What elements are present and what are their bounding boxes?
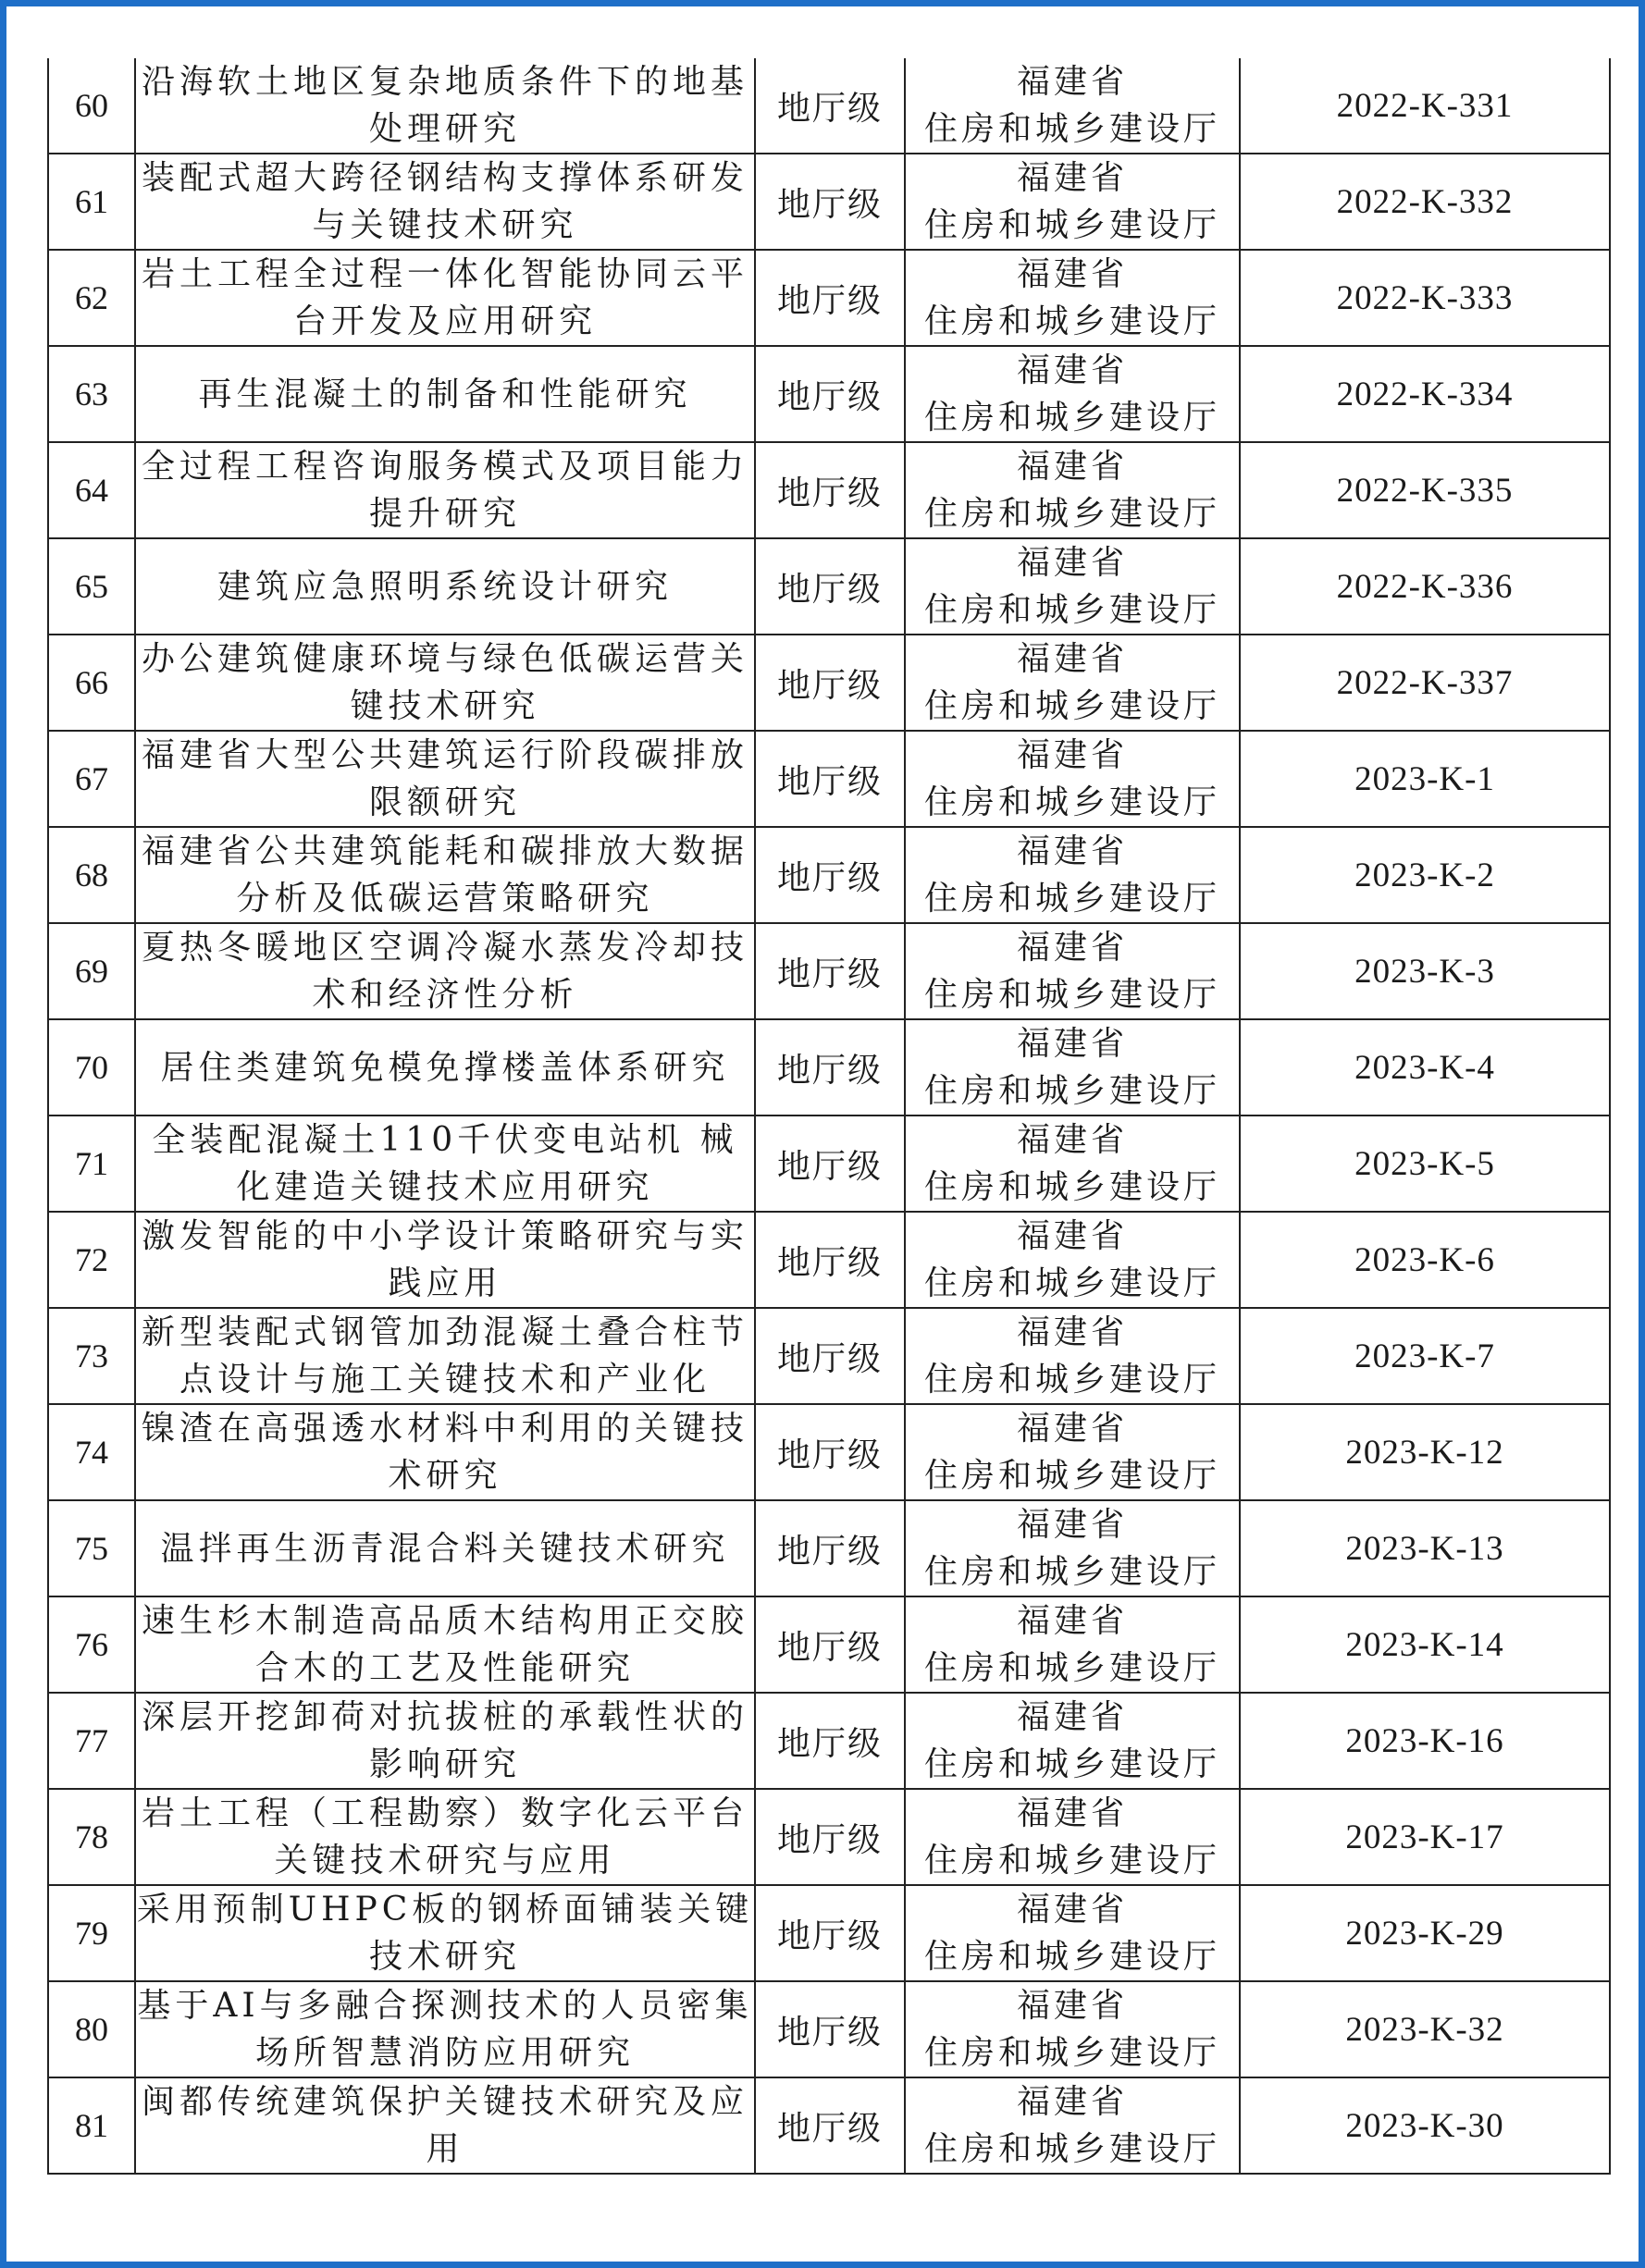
project-name bbox=[135, 538, 755, 635]
department-province: 福建省 bbox=[1016, 1410, 1128, 1448]
project-code: 2023-K-13 bbox=[1240, 1500, 1610, 1596]
row-number: 76 bbox=[48, 1596, 135, 1693]
project-name-text: 基于AI与多融合探测技术的人员密集场所智慧消防应用研究 bbox=[137, 1987, 753, 2072]
row-number: 77 bbox=[48, 1693, 135, 1789]
project-level: 地厅级 bbox=[755, 923, 905, 1019]
project-code: 2023-K-1 bbox=[1240, 731, 1610, 827]
issuing-department bbox=[905, 1308, 1240, 1404]
project-level: 地厅级 bbox=[755, 538, 905, 635]
issuing-department bbox=[905, 1212, 1240, 1308]
project-level: 地厅级 bbox=[755, 58, 905, 154]
department-name: 住房和城乡建设厅 bbox=[923, 1745, 1220, 1783]
department-name: 住房和城乡建设厅 bbox=[923, 1168, 1220, 1206]
project-code: 2023-K-32 bbox=[1240, 1981, 1610, 2077]
project-level: 地厅级 bbox=[755, 1789, 905, 1885]
project-name bbox=[135, 827, 755, 923]
row-number: 60 bbox=[48, 58, 135, 154]
department-name: 住房和城乡建设厅 bbox=[923, 110, 1220, 148]
project-level: 地厅级 bbox=[755, 1019, 905, 1116]
department-name: 住房和城乡建设厅 bbox=[923, 1649, 1220, 1687]
issuing-department bbox=[905, 1789, 1240, 1885]
row-number: 63 bbox=[48, 346, 135, 442]
table-row bbox=[48, 1308, 1610, 1404]
project-code: 2023-K-30 bbox=[1240, 2077, 1610, 2174]
project-name-text: 夏热冬暖地区空调冷凝水蒸发冷却技术和经济性分析 bbox=[141, 929, 748, 1014]
table-row bbox=[48, 1981, 1610, 2077]
row-number: 70 bbox=[48, 1019, 135, 1116]
project-code: 2023-K-14 bbox=[1240, 1596, 1610, 1693]
row-number: 71 bbox=[48, 1116, 135, 1212]
issuing-department bbox=[905, 154, 1240, 250]
department-name: 住房和城乡建设厅 bbox=[923, 1361, 1220, 1399]
project-name bbox=[135, 1308, 755, 1404]
table-row bbox=[48, 58, 1610, 154]
department-province: 福建省 bbox=[1016, 1313, 1128, 1351]
project-name-text: 全装配混凝土110千伏变电站机 械化建造关键技术应用研究 bbox=[152, 1121, 738, 1206]
project-code: 2023-K-12 bbox=[1240, 1404, 1610, 1500]
project-name bbox=[135, 731, 755, 827]
project-name bbox=[135, 442, 755, 538]
issuing-department bbox=[905, 1404, 1240, 1500]
department-province: 福建省 bbox=[1016, 640, 1128, 678]
department-name: 住房和城乡建设厅 bbox=[923, 2034, 1220, 2072]
project-level: 地厅级 bbox=[755, 442, 905, 538]
issuing-department bbox=[905, 635, 1240, 731]
department-province: 福建省 bbox=[1016, 351, 1128, 389]
project-name-text: 岩土工程（工程勘察）数字化云平台关键技术研究与应用 bbox=[141, 1794, 748, 1880]
issuing-department bbox=[905, 346, 1240, 442]
table-row bbox=[48, 154, 1610, 250]
project-code: 2022-K-332 bbox=[1240, 154, 1610, 250]
project-name bbox=[135, 346, 755, 442]
issuing-department bbox=[905, 2077, 1240, 2174]
department-province: 福建省 bbox=[1016, 2083, 1128, 2121]
project-name-text: 激发智能的中小学设计策略研究与实践应用 bbox=[141, 1217, 748, 1302]
department-name: 住房和城乡建设厅 bbox=[923, 1842, 1220, 1880]
project-name bbox=[135, 1596, 755, 1693]
row-number: 75 bbox=[48, 1500, 135, 1596]
project-level: 地厅级 bbox=[755, 1308, 905, 1404]
department-province: 福建省 bbox=[1016, 255, 1128, 293]
table-row bbox=[48, 1789, 1610, 1885]
table-row bbox=[48, 1693, 1610, 1789]
table-row bbox=[48, 538, 1610, 635]
issuing-department bbox=[905, 1981, 1240, 2077]
issuing-department bbox=[905, 1116, 1240, 1212]
department-province: 福建省 bbox=[1016, 1987, 1128, 2025]
issuing-department bbox=[905, 1693, 1240, 1789]
department-province: 福建省 bbox=[1016, 1891, 1128, 1929]
project-name-text: 采用预制UHPC板的钢桥面铺装关键技术研究 bbox=[136, 1891, 754, 1976]
project-name-text: 深层开挖卸荷对抗拔桩的承载性状的影响研究 bbox=[141, 1698, 748, 1783]
project-name bbox=[135, 1404, 755, 1500]
table-row bbox=[48, 1019, 1610, 1116]
issuing-department bbox=[905, 1885, 1240, 1981]
row-number: 67 bbox=[48, 731, 135, 827]
project-level: 地厅级 bbox=[755, 346, 905, 442]
project-code: 2022-K-335 bbox=[1240, 442, 1610, 538]
project-level: 地厅级 bbox=[755, 1596, 905, 1693]
issuing-department bbox=[905, 250, 1240, 346]
department-name: 住房和城乡建设厅 bbox=[923, 880, 1220, 918]
row-number: 73 bbox=[48, 1308, 135, 1404]
project-name bbox=[135, 1885, 755, 1981]
department-province: 福建省 bbox=[1016, 1794, 1128, 1832]
project-name bbox=[135, 250, 755, 346]
table-row bbox=[48, 827, 1610, 923]
department-province: 福建省 bbox=[1016, 1025, 1128, 1063]
project-name bbox=[135, 1693, 755, 1789]
row-number: 69 bbox=[48, 923, 135, 1019]
project-level: 地厅级 bbox=[755, 1500, 905, 1596]
project-code: 2023-K-5 bbox=[1240, 1116, 1610, 1212]
project-name-text: 温拌再生沥青混合料关键技术研究 bbox=[160, 1529, 730, 1568]
project-name bbox=[135, 1981, 755, 2077]
table-row bbox=[48, 1596, 1610, 1693]
department-name: 住房和城乡建设厅 bbox=[923, 206, 1220, 244]
project-name-text: 沿海软土地区复杂地质条件下的地基处理研究 bbox=[141, 63, 748, 148]
project-name-text: 新型装配式钢管加劲混凝土叠合柱节点设计与施工关键技术和产业化 bbox=[141, 1313, 748, 1399]
issuing-department bbox=[905, 923, 1240, 1019]
issuing-department bbox=[905, 1596, 1240, 1693]
row-number: 65 bbox=[48, 538, 135, 635]
table-row bbox=[48, 1885, 1610, 1981]
project-level: 地厅级 bbox=[755, 827, 905, 923]
row-number: 81 bbox=[48, 2077, 135, 2174]
project-code: 2023-K-17 bbox=[1240, 1789, 1610, 1885]
department-province: 福建省 bbox=[1016, 1121, 1128, 1159]
department-name: 住房和城乡建设厅 bbox=[923, 2130, 1220, 2168]
project-level: 地厅级 bbox=[755, 1885, 905, 1981]
project-level: 地厅级 bbox=[755, 731, 905, 827]
row-number: 62 bbox=[48, 250, 135, 346]
row-number: 64 bbox=[48, 442, 135, 538]
department-province: 福建省 bbox=[1016, 1217, 1128, 1255]
project-name-text: 全过程工程咨询服务模式及项目能力提升研究 bbox=[141, 448, 748, 533]
project-name-text: 岩土工程全过程一体化智能协同云平台开发及应用研究 bbox=[141, 255, 748, 340]
project-name bbox=[135, 1212, 755, 1308]
project-table bbox=[47, 58, 1611, 2175]
project-name-text: 镍渣在高强透水材料中利用的关键技术研究 bbox=[141, 1410, 748, 1495]
row-number: 78 bbox=[48, 1789, 135, 1885]
project-name bbox=[135, 1500, 755, 1596]
project-level: 地厅级 bbox=[755, 250, 905, 346]
row-number: 72 bbox=[48, 1212, 135, 1308]
table-body bbox=[48, 58, 1610, 2174]
row-number: 68 bbox=[48, 827, 135, 923]
project-name bbox=[135, 1116, 755, 1212]
table-row bbox=[48, 250, 1610, 346]
department-province: 福建省 bbox=[1016, 159, 1128, 197]
department-name: 住房和城乡建设厅 bbox=[923, 1072, 1220, 1110]
project-name-text: 福建省公共建筑能耗和碳排放大数据分析及低碳运营策略研究 bbox=[141, 832, 748, 918]
issuing-department bbox=[905, 442, 1240, 538]
table-row bbox=[48, 1212, 1610, 1308]
project-code: 2023-K-6 bbox=[1240, 1212, 1610, 1308]
department-name: 住房和城乡建设厅 bbox=[923, 302, 1220, 340]
department-name: 住房和城乡建设厅 bbox=[923, 1938, 1220, 1976]
issuing-department bbox=[905, 731, 1240, 827]
table-row bbox=[48, 346, 1610, 442]
table-row bbox=[48, 923, 1610, 1019]
project-code: 2022-K-333 bbox=[1240, 250, 1610, 346]
table-row bbox=[48, 1116, 1610, 1212]
project-name bbox=[135, 1789, 755, 1885]
project-level: 地厅级 bbox=[755, 1404, 905, 1500]
project-level: 地厅级 bbox=[755, 1693, 905, 1789]
project-code: 2023-K-7 bbox=[1240, 1308, 1610, 1404]
department-province: 福建省 bbox=[1016, 1698, 1128, 1736]
department-name: 住房和城乡建设厅 bbox=[923, 1553, 1220, 1591]
row-number: 80 bbox=[48, 1981, 135, 2077]
issuing-department bbox=[905, 58, 1240, 154]
department-name: 住房和城乡建设厅 bbox=[923, 495, 1220, 533]
table-row bbox=[48, 1404, 1610, 1500]
project-level: 地厅级 bbox=[755, 1116, 905, 1212]
project-name-text: 速生杉木制造高品质木结构用正交胶合木的工艺及性能研究 bbox=[141, 1602, 748, 1687]
project-name-text: 闽都传统建筑保护关键技术研究及应用 bbox=[141, 2083, 748, 2168]
project-code: 2022-K-336 bbox=[1240, 538, 1610, 635]
department-name: 住房和城乡建设厅 bbox=[923, 783, 1220, 821]
department-province: 福建省 bbox=[1016, 736, 1128, 774]
row-number: 66 bbox=[48, 635, 135, 731]
department-province: 福建省 bbox=[1016, 448, 1128, 486]
project-level: 地厅级 bbox=[755, 154, 905, 250]
row-number: 61 bbox=[48, 154, 135, 250]
department-province: 福建省 bbox=[1016, 63, 1128, 101]
issuing-department bbox=[905, 1500, 1240, 1596]
table-row bbox=[48, 2077, 1610, 2174]
project-name-text: 福建省大型公共建筑运行阶段碳排放限额研究 bbox=[141, 736, 748, 821]
project-name-text: 居住类建筑免模免撑楼盖体系研究 bbox=[160, 1048, 730, 1087]
project-code: 2023-K-16 bbox=[1240, 1693, 1610, 1789]
project-name bbox=[135, 58, 755, 154]
project-code: 2023-K-4 bbox=[1240, 1019, 1610, 1116]
project-name bbox=[135, 635, 755, 731]
issuing-department bbox=[905, 538, 1240, 635]
project-name bbox=[135, 154, 755, 250]
department-province: 福建省 bbox=[1016, 832, 1128, 870]
department-province: 福建省 bbox=[1016, 1602, 1128, 1640]
project-name bbox=[135, 1019, 755, 1116]
project-name-text: 办公建筑健康环境与绿色低碳运营关键技术研究 bbox=[141, 640, 748, 725]
project-name-text: 建筑应急照明系统设计研究 bbox=[216, 567, 673, 606]
department-name: 住房和城乡建设厅 bbox=[923, 399, 1220, 437]
project-code: 2022-K-337 bbox=[1240, 635, 1610, 731]
project-code: 2023-K-2 bbox=[1240, 827, 1610, 923]
project-code: 2022-K-334 bbox=[1240, 346, 1610, 442]
department-name: 住房和城乡建设厅 bbox=[923, 1264, 1220, 1302]
project-level: 地厅级 bbox=[755, 635, 905, 731]
project-name-text: 装配式超大跨径钢结构支撑体系研发与关键技术研究 bbox=[141, 159, 748, 244]
table-row bbox=[48, 442, 1610, 538]
project-name-text: 再生混凝土的制备和性能研究 bbox=[198, 375, 692, 413]
department-name: 住房和城乡建设厅 bbox=[923, 1457, 1220, 1495]
project-level: 地厅级 bbox=[755, 1212, 905, 1308]
project-level: 地厅级 bbox=[755, 2077, 905, 2174]
department-name: 住房和城乡建设厅 bbox=[923, 591, 1220, 629]
table-row bbox=[48, 731, 1610, 827]
issuing-department bbox=[905, 827, 1240, 923]
issuing-department bbox=[905, 1019, 1240, 1116]
project-name bbox=[135, 2077, 755, 2174]
project-code: 2023-K-29 bbox=[1240, 1885, 1610, 1981]
project-code: 2022-K-331 bbox=[1240, 58, 1610, 154]
table-row bbox=[48, 1500, 1610, 1596]
project-level: 地厅级 bbox=[755, 1981, 905, 2077]
row-number: 79 bbox=[48, 1885, 135, 1981]
project-code: 2023-K-3 bbox=[1240, 923, 1610, 1019]
department-province: 福建省 bbox=[1016, 929, 1128, 967]
table-row bbox=[48, 635, 1610, 731]
project-name bbox=[135, 923, 755, 1019]
row-number: 74 bbox=[48, 1404, 135, 1500]
department-province: 福建省 bbox=[1016, 1506, 1128, 1544]
department-province: 福建省 bbox=[1016, 544, 1128, 582]
department-name: 住房和城乡建设厅 bbox=[923, 976, 1220, 1014]
department-name: 住房和城乡建设厅 bbox=[923, 687, 1220, 725]
